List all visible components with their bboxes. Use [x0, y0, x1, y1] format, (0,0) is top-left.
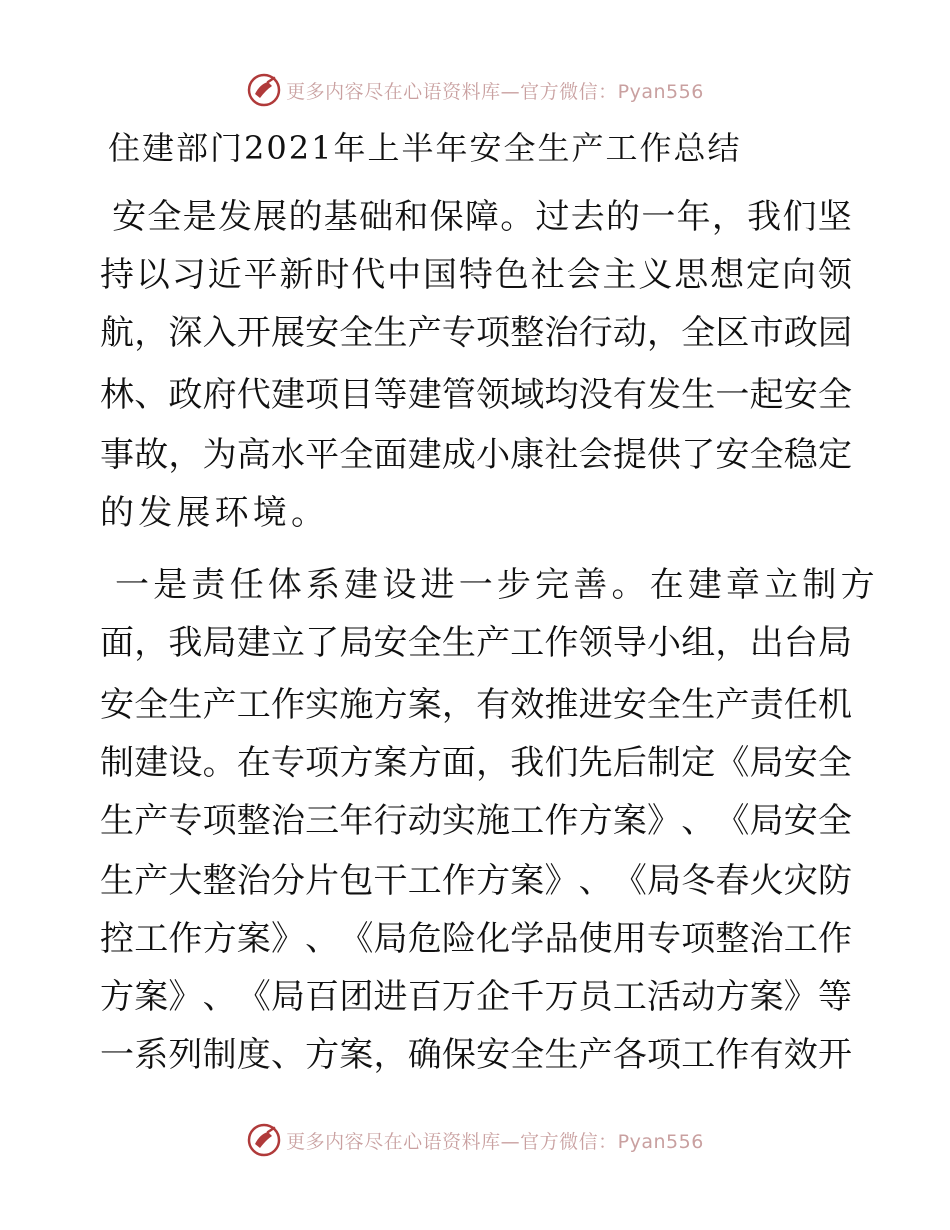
body-text-line: 事 故 ， 为 高 水 平 全 面 建 成 小 康 社 会 提 供 了 安 全 稳 定: [100, 435, 852, 475]
body-text-line: 面 ， 我 局 建 立 了 局 安 全 生 产 工 作 领 导 小 组 ， 出 台 局: [100, 623, 852, 663]
body-text-line: 林 、 政 府 代 建 项 目 等 建 管 领 域 均 没 有 发 生 一 起 安 全: [100, 375, 852, 415]
body-text-line: 的 发 展 环 境 。: [100, 493, 325, 533]
footer-watermark: [0, 1118, 950, 1162]
hand-pen-logo-icon: [246, 72, 282, 108]
body-text-line: 生 产 专 项 整 治 三 年 行 动 实 施 工 作 方 案 》 、 《 局 安 全: [100, 801, 852, 841]
header-watermark: [0, 68, 950, 112]
body-text-line: 持 以 习 近 平 新 时 代 中 国 特 色 社 会 主 义 思 想 定 向 领: [100, 255, 852, 295]
document-title: 住建部门2021年上半年安全生产工作总结: [108, 129, 742, 167]
body-text-line: 方 案 》 、 《 局 百 团 进 百 万 企 千 万 员 工 活 动 方 案 》 等: [100, 977, 852, 1017]
body-text-line: 一 系 列 制 度 、 方 案 ， 确 保 安 全 生 产 各 项 工 作 有 效 开: [100, 1035, 852, 1075]
body-text-line: 航 ， 深 入 开 展 安 全 生 产 专 项 整 治 行 动 ， 全 区 市 政 园: [100, 313, 852, 353]
watermark-text: 更多内容尽在心语资料库—官方微信：Pyan556: [286, 80, 704, 103]
body-text-line: 安 全 是 发 展 的 基 础 和 保 障 。 过 去 的 一 年 ， 我 们 坚: [112, 197, 852, 237]
body-text-line: 生 产 大 整 治 分 片 包 干 工 作 方 案 》 、 《 局 冬 春 火 灾 防: [100, 861, 852, 901]
body-text-line: 安 全 生 产 工 作 实 施 方 案 ， 有 效 推 进 安 全 生 产 责 任 机: [100, 685, 852, 725]
body-text-line: 制 建 设 。 在 专 项 方 案 方 面 ， 我 们 先 后 制 定 《 局 安 全: [100, 743, 852, 783]
body-text-line: 一 是 责 任 体 系 建 设 进 一 步 完 善 。 在 建 章 立 制 方: [115, 565, 875, 605]
watermark-text: 更多内容尽在心语资料库—官方微信：Pyan556: [286, 1130, 704, 1153]
body-text-line: 控 工 作 方 案 》 、 《 局 危 险 化 学 品 使 用 专 项 整 治 工 作: [100, 919, 852, 959]
hand-pen-logo-icon: [246, 1122, 282, 1158]
